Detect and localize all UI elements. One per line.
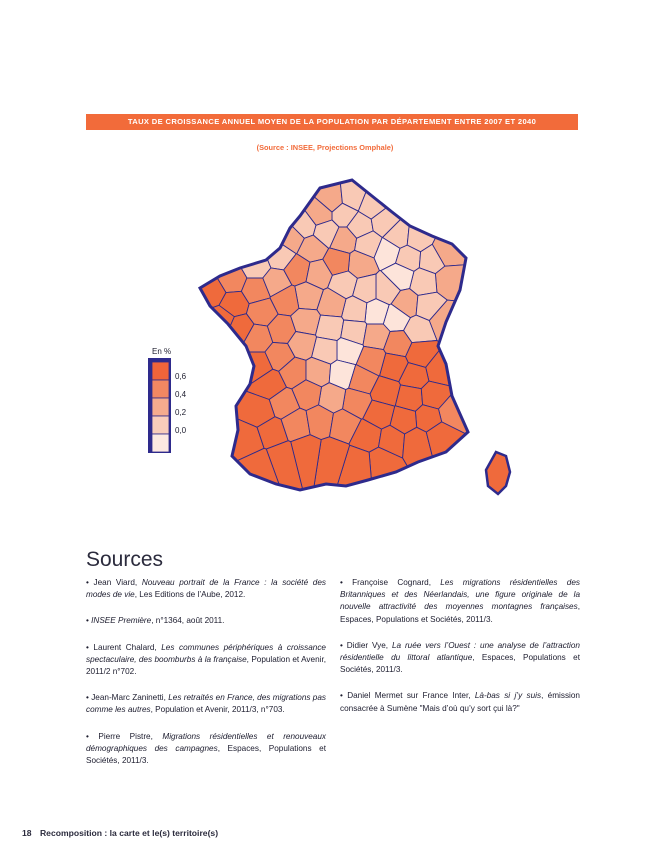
reference-text: , n°1364, août 2011. — [151, 616, 225, 626]
legend-title: En % — [152, 347, 172, 356]
legend-scale — [148, 358, 171, 453]
legend-swatch — [152, 362, 169, 380]
legend-swatch — [152, 416, 169, 434]
reference-text: Françoise Cognard, — [352, 578, 441, 587]
department-region — [426, 422, 490, 500]
reference-title: Les communes périphériques à croissance spectaculaire, des boomburbs à la française — [86, 642, 326, 664]
reference-title: Les migrations résidentielles des Britanniques et des Néerlandais, une figure originale de la nouvelle attractivité des moyennes montagnes françaises — [340, 578, 580, 612]
reference-item: • Françoise Cognard, Les migrations résidentielles des Britanniques et des Néerlandais, une figure originale de la nouvelle attractivité des moyennes montagnes françaises, Espaces, Populations et Sociétés, 2011/3. — [340, 578, 580, 624]
legend-swatch — [152, 434, 169, 452]
legend-label-0-2: 0,2 — [175, 408, 187, 417]
department-region — [180, 216, 226, 319]
legend-label-0-6: 0,6 — [175, 372, 187, 381]
department-region — [180, 305, 234, 390]
reference-text: , Les Editions de l’Aube, 2012. — [134, 590, 246, 600]
department-regions — [180, 170, 490, 500]
legend-swatch — [152, 380, 169, 398]
sources-heading: Sources — [86, 548, 164, 572]
page-number: 18 — [22, 828, 32, 838]
legend-swatch — [152, 398, 169, 416]
department-region — [236, 170, 316, 238]
department-region — [180, 170, 247, 293]
reference-item: • Didier Vye, La ruée vers l’Ouest : une analyse de l’attraction résidentielle du littoral atlantique, Espaces, Populations et Sociétés, 2011/3. — [340, 640, 580, 675]
reference-item: • Pierre Pistre, Migrations résidentielles et renouveaux démographiques des campagnes, Espaces, Populations et Sociétés, 2011/3. — [86, 731, 326, 766]
corsica-region — [486, 452, 510, 494]
reference-text: , Espaces, Populations et Sociétés, 2011/3. — [340, 653, 580, 675]
department-region — [316, 315, 344, 341]
reference-item: • Laurent Chalard, Les communes périphériques à croissance spectaculaire, des boomburbs à la française, Population et Avenir, 2011/2 n°702. — [86, 642, 326, 677]
reference-title: Là-bas si j’y suis — [474, 691, 542, 701]
reference-text: Laurent Chalard, — [93, 642, 162, 652]
reference-item: • INSEE Première, n°1364, août 2011. — [86, 616, 225, 626]
legend-label-0-0: 0,0 — [175, 426, 187, 435]
figure-source: (Source : INSEE, Projections Omphale) — [256, 143, 394, 152]
references-right-column — [340, 577, 580, 729]
reference-item: • Jean-Marc Zaninetti, Les retraités en France, des migrations pas comme les autres, Population et Avenir, 2011/3, n°703. — [86, 693, 326, 715]
reference-text: , Population et Avenir, 2011/2 n°702. — [86, 654, 326, 677]
reference-title: INSEE Première — [91, 616, 152, 626]
reference-text: , Espaces, Populations et Sociétés, 2011/3. — [86, 743, 326, 766]
department-region — [210, 170, 304, 254]
reference-title: Migrations résidentielles et renouveaux démographiques des campagnes — [86, 731, 326, 753]
reference-text: Jean Viard, — [93, 578, 142, 587]
reference-title: La ruée vers l’Ouest : une analyse de l’attraction résidentielle du littoral atlantique — [340, 640, 580, 663]
reference-text: , Espaces, Populations et Sociétés, 2011/3. — [340, 602, 580, 624]
reference-text: Pierre Pistre, — [98, 731, 163, 741]
legend-label-0-4: 0,4 — [175, 390, 187, 399]
reference-text: , Population et Avenir, 2011/3, n°703. — [150, 705, 285, 715]
reference-text: Jean-Marc Zaninetti, — [91, 693, 169, 703]
footer-title: Recomposition : la carte et le(s) territoire(s) — [39, 828, 219, 838]
reference-item: • Daniel Mermet sur France Inter, Là-bas si j’y suis, émission consacrée à Sumène "Mais d’où qu’y sort çui là?" — [340, 691, 580, 713]
reference-item: • Jean Viard, Nouveau portrait de la France : la société des modes de vie, Les Editions de l’Aube, 2012. — [86, 578, 326, 600]
figure-title-banner: TAUX DE CROISSANCE ANNUEL MOYEN DE LA POPULATION PAR DÉPARTEMENT ENTRE 2007 ET 2040 — [86, 114, 578, 130]
reference-text: , émission consacrée à Sumène "Mais d’où qu’y sort çui là?" — [340, 691, 580, 713]
reference-title: Nouveau portrait de la France : la société des modes de vie — [86, 578, 326, 600]
page-footer — [22, 828, 218, 838]
references-left-column — [86, 577, 326, 781]
reference-text: Daniel Mermet sur France Inter, — [347, 691, 475, 701]
reference-text: Didier Vye, — [346, 640, 392, 650]
reference-title: Les retraités en France, des migrations pas comme les autres — [86, 693, 326, 715]
